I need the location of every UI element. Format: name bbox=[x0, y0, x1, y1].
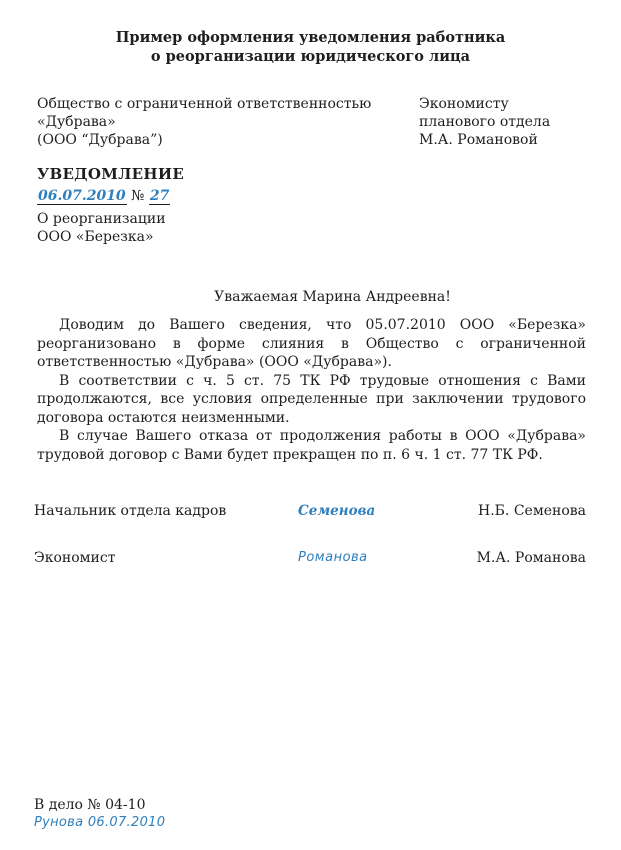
subject-line-1: О реорганизации bbox=[37, 211, 166, 227]
notice-heading: УВЕДОМЛЕНИЕ bbox=[37, 165, 185, 183]
filing-note: В дело № 04-10 bbox=[34, 797, 146, 813]
signer-position: Начальник отдела кадров bbox=[34, 503, 227, 519]
notice-date-number bbox=[37, 187, 170, 205]
title-line-1: Пример оформления уведомления работника bbox=[115, 29, 506, 46]
signer-name: М.А. Романова bbox=[476, 550, 586, 566]
subject-line-2: ООО «Березка» bbox=[37, 229, 154, 245]
recipient-block bbox=[419, 95, 550, 149]
paragraph-1: Доводим до Вашего сведения, что 05.07.2010 ООО «Березка» реорганизовано в форме слияния в Общество с ограниченной ответственностью «Дубрава» (ООО «Дубрава»). bbox=[37, 317, 586, 370]
recipient-line-2: планового отдела bbox=[419, 114, 551, 130]
sender-block bbox=[37, 95, 371, 149]
signer-name: Н.Б. Семенова bbox=[477, 503, 586, 519]
number-sign: № bbox=[131, 188, 145, 204]
recipient-line-1: Экономисту bbox=[419, 96, 509, 112]
recipient-line-3: М.А. Романовой bbox=[419, 132, 538, 148]
greeting: Уважаемая Марина Андреевна! bbox=[214, 289, 451, 305]
notice-date: 06.07.2010 bbox=[38, 188, 126, 204]
filing-handwritten-note: Рунова 06.07.2010 bbox=[34, 815, 166, 830]
document-title bbox=[0, 28, 621, 66]
signature-handwritten: Романова bbox=[298, 550, 368, 565]
paragraph-3: В случае Вашего отказа от продолжения работы в ООО «Дубрава» трудовой договор с Вами будет прекращен по п. 6 ч. 1 ст. 77 ТК РФ. bbox=[37, 428, 586, 463]
sender-line-2: «Дубрава» bbox=[37, 114, 116, 130]
sender-line-1: Общество с ограниченной ответственностью bbox=[37, 96, 372, 112]
sender-line-3: (ООО “Дубрава”) bbox=[37, 132, 163, 148]
body-text bbox=[37, 316, 586, 464]
signature-handwritten: Семенова bbox=[298, 503, 376, 519]
paragraph-2: В соответствии с ч. 5 ст. 75 ТК РФ трудовые отношения с Вами продолжаются, все условия определенные при заключении трудового договора остаются неизменными. bbox=[37, 372, 586, 426]
signer-position: Экономист bbox=[34, 550, 116, 566]
notice-subject bbox=[37, 210, 166, 246]
title-line-2: о реорганизации юридического лица bbox=[150, 48, 471, 65]
notice-number: 27 bbox=[149, 188, 170, 204]
